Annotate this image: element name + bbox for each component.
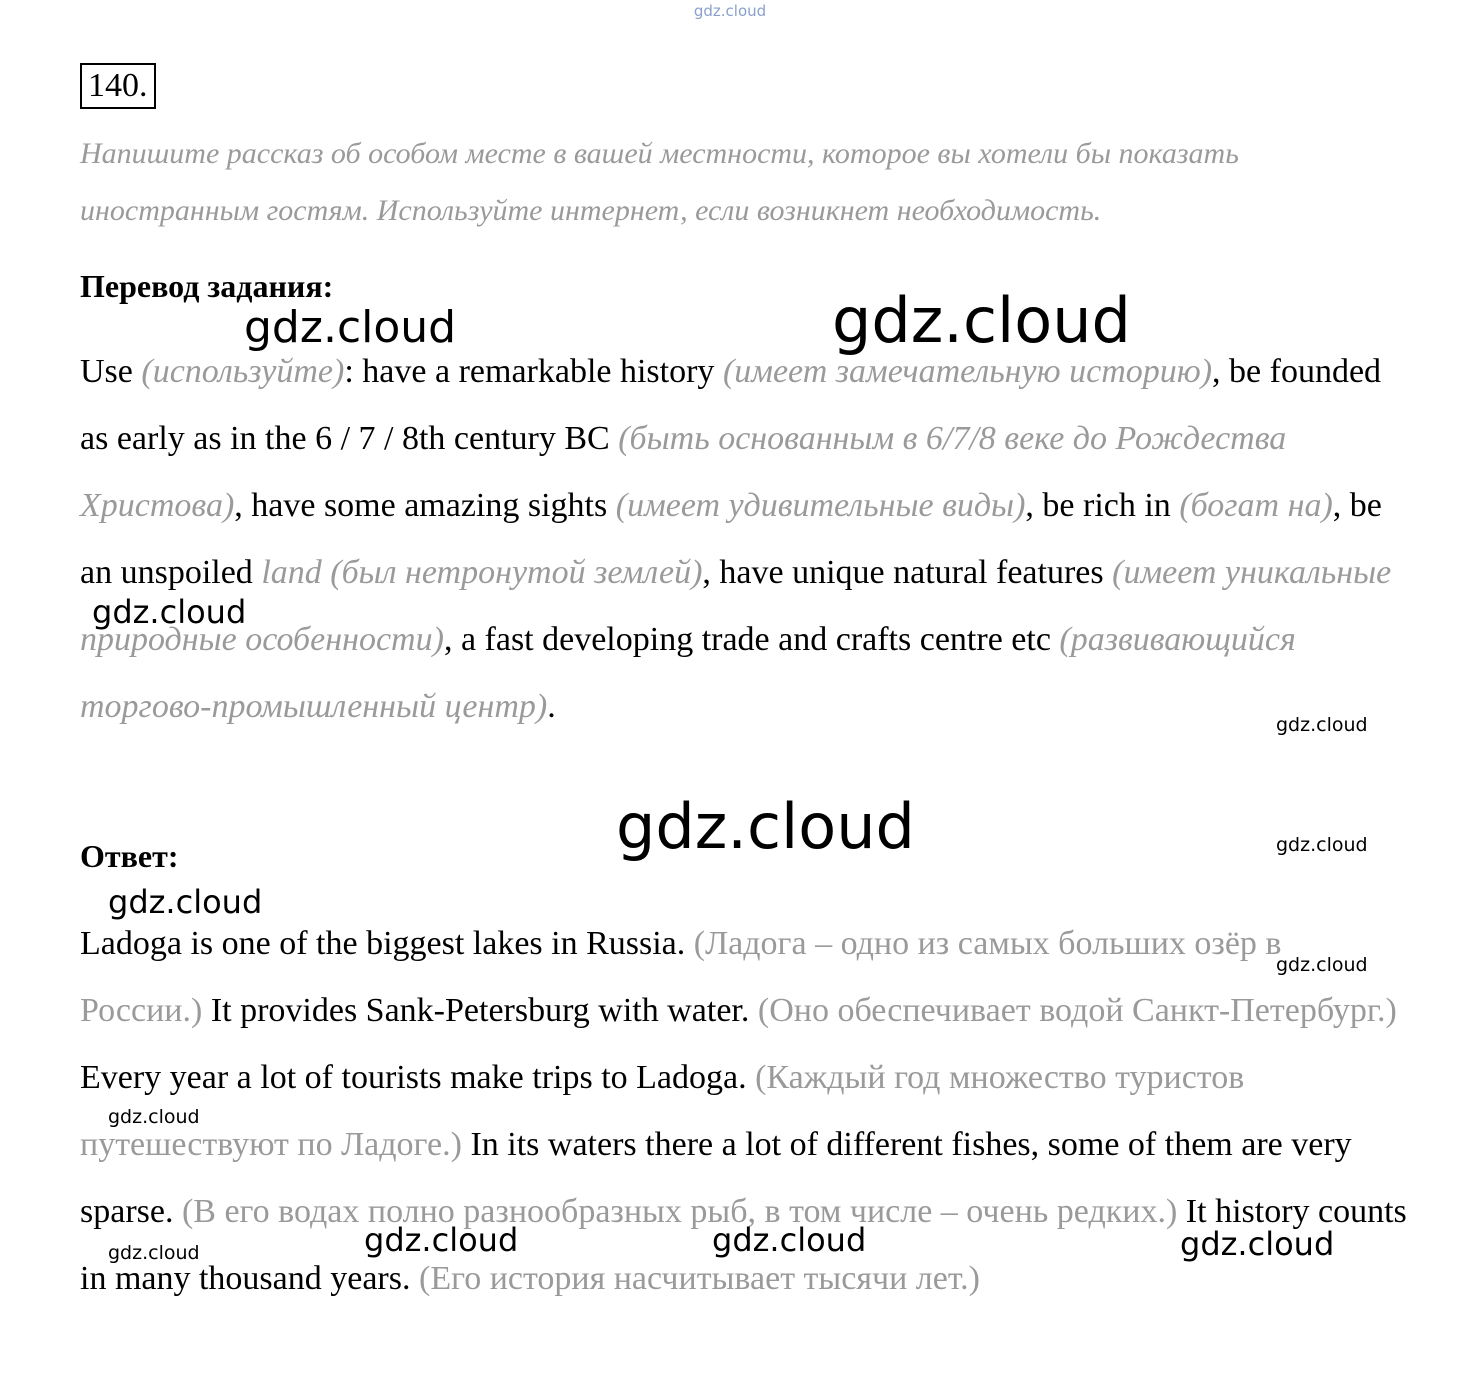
- answer-gloss: (В его водах полно разнообразных рыб, в том числе – очень редких.): [181, 1193, 1178, 1230]
- translation-part: , be rich in: [1025, 487, 1180, 524]
- translation-gloss: (развивающийся торгово-промышленный центр): [80, 621, 1296, 725]
- answer-sentence: It history counts in many thousand years.: [80, 1193, 1407, 1297]
- translation-heading: Перевод задания:: [80, 268, 334, 304]
- answer-gloss: (Каждый год множество туристов путешествуют по Ладоге.): [80, 1059, 1245, 1163]
- watermark-medium: gdz.cloud: [92, 593, 247, 631]
- translation-gloss: (богат на): [1179, 487, 1333, 524]
- answer-gloss: (Его история насчитывает тысячи лет.): [419, 1260, 980, 1297]
- translation-part: , be founded as early as in the 6 / 7 / 8th century BC: [80, 353, 1382, 457]
- watermark-medium: gdz.cloud: [364, 1221, 519, 1259]
- translation-part: , have some amazing sights: [234, 487, 616, 524]
- watermark-small: gdz.cloud: [1276, 954, 1368, 976]
- answer-sentence: In its waters there a lot of different fishes, some of them are very sparse.: [80, 1126, 1352, 1230]
- task-instructions: Напишите рассказ об особом месте в вашей местности, которое вы хотели бы показать иностранным гостям. Используйте интернет, если возникнет необходимость.: [80, 137, 1239, 227]
- answer-sentence: It provides Sank-Petersburg with water.: [202, 992, 758, 1029]
- translation-part: .: [547, 688, 556, 725]
- watermark-small: gdz.cloud: [1276, 714, 1368, 736]
- answer-gloss: (Ладога – одно из самых больших озёр в России.): [80, 925, 1282, 1029]
- watermark-medium: gdz.cloud: [108, 883, 263, 921]
- watermark-small: gdz.cloud: [1276, 834, 1368, 856]
- translation-gloss: (имеет уникальные природные особенности): [80, 554, 1392, 658]
- translation-gloss: (быть основанным в 6/7/8 веке до Рождества Христова): [80, 420, 1287, 524]
- answer-gloss: (Оно обеспечивает водой Санкт-Петербург.): [757, 992, 1397, 1029]
- watermark-medium: gdz.cloud: [712, 1221, 867, 1259]
- watermark-medium: gdz.cloud: [244, 302, 457, 353]
- top-watermark: gdz.cloud: [693, 2, 767, 20]
- watermark-small: gdz.cloud: [108, 1106, 200, 1128]
- translation-part: Use: [80, 353, 142, 390]
- task-number: 140.: [80, 63, 156, 109]
- answer-sentence: Ladoga is one of the biggest lakes in Russia.: [80, 925, 694, 962]
- translation-gloss: land (был нетронутой землей): [261, 554, 703, 591]
- watermark-large: gdz.cloud: [616, 790, 915, 863]
- translation-part: , have unique natural features: [702, 554, 1113, 591]
- watermark-medium: gdz.cloud: [1180, 1225, 1335, 1263]
- translation-part: , a fast developing trade and crafts centre etc: [443, 621, 1060, 658]
- translation-gloss: (имеет удивительные виды): [615, 487, 1026, 524]
- translation-text: [80, 338, 1410, 740]
- watermark-small: gdz.cloud: [108, 1242, 200, 1264]
- answer-sentence: Every year a lot of tourists make trips to Ladoga.: [80, 1059, 756, 1096]
- translation-part: : have a remarkable history: [344, 353, 723, 390]
- answer-heading: Ответ:: [80, 838, 179, 874]
- watermark-large: gdz.cloud: [832, 284, 1131, 357]
- translation-part: , be an unspoiled: [80, 487, 1382, 591]
- translation-gloss: (используйте): [141, 353, 345, 390]
- translation-gloss: (имеет замечательную историю): [722, 353, 1213, 390]
